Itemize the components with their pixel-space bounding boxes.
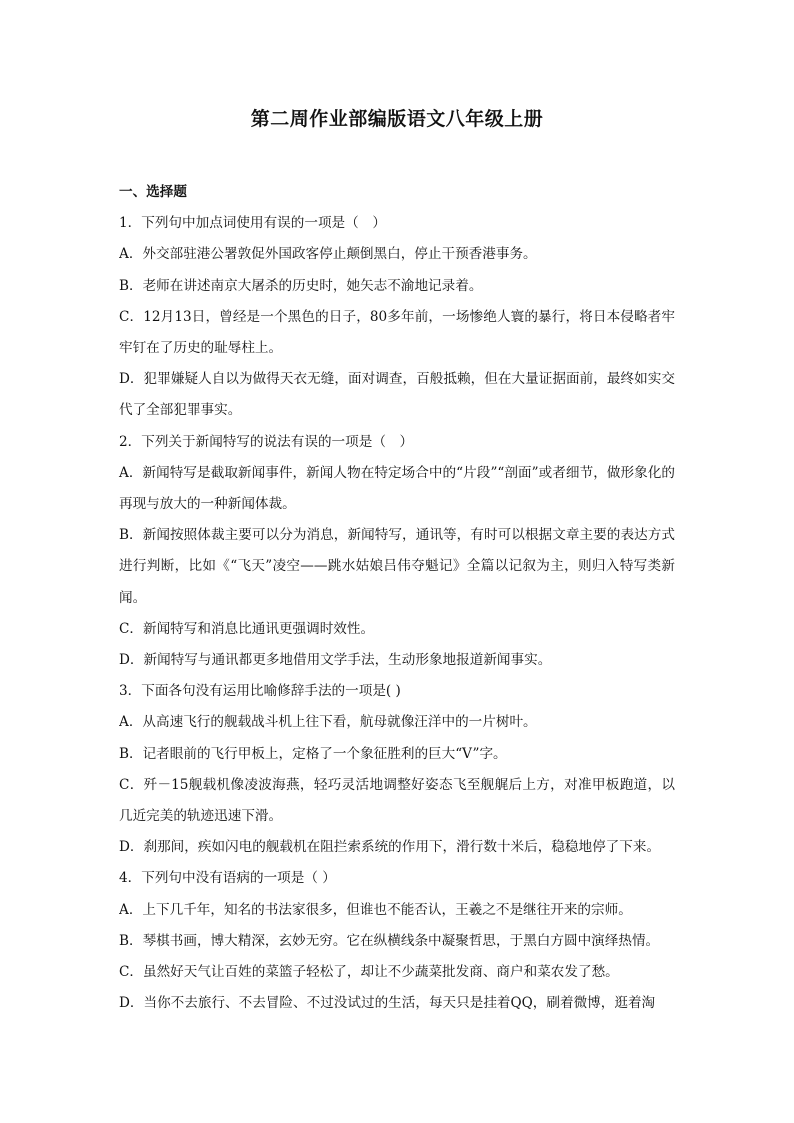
question-1-option-b: B．老师在讲述南京大屠杀的历史时，她矢志不渝地记录着。: [119, 277, 483, 294]
question-3-option-a: A．从高速飞行的舰载战斗机上往下看，航母就像汪洋中的一片树叶。: [119, 714, 537, 731]
question-2-option-c: C．新闻特写和消息比通讯更强调时效性。: [119, 620, 375, 637]
question-2-option-b: B．新闻按照体裁主要可以分为消息，新闻特写，通讯等，有时可以根据文章主要的表达方式进行判断，比如《“飞天”凌空——跳水姑娘吕伟夺魁记》全篇以记叙为主，则归入特写类新闻。: [119, 527, 675, 606]
question-4-option-a: A．上下几千年，知名的书法家很多，但谁也不能否认，王羲之不是继往开来的宗师。: [119, 901, 632, 918]
question-2-stem: 2．下列关于新闻特写的说法有误的一项是（ ）: [119, 433, 414, 450]
section-heading: 一、选择题: [119, 184, 187, 200]
question-3-stem: 3．下面各句没有运用比喻修辞手法的一项是( ): [119, 683, 401, 700]
question-3-option-b: B．记者眼前的飞行甲板上，定格了一个象征胜利的巨大“V”字。: [119, 745, 507, 762]
question-1-stem: 1．下列句中加点词使用有误的一项是（ ）: [119, 215, 386, 232]
question-2-option-a: A．新闻特写是截取新闻事件，新闻人物在特定场合中的“片段”“剖面”或者细节，做形象化的再现与放大的一种新闻体裁。: [119, 464, 675, 513]
question-4-option-c: C．虽然好天气让百姓的菜篮子轻松了，却让不少蔬菜批发商、商户和菜农发了愁。: [119, 964, 619, 981]
question-4-stem: 4．下列句中没有语病的一项是（ ）: [119, 870, 336, 887]
question-2-option-d: D．新闻特写与通讯都更多地借用文学手法，生动形象地报道新闻事实。: [119, 652, 552, 669]
question-1-option-d: D．犯罪嫌疑人自以为做得天衣无缝，面对调查，百般抵赖，但在大量证据面前，最终如实交代了全部犯罪事实。: [119, 371, 675, 419]
document-body: [119, 177, 675, 1019]
question-4-option-d: D．当你不去旅行、不去冒险、不过没试过的生活，每天只是挂着QQ，刷着微博，逛着淘: [119, 995, 656, 1012]
question-4-option-b: B．琴棋书画，博大精深，玄妙无穷。它在纵横线条中凝聚哲思，于黑白方圆中演绎热情。: [119, 932, 660, 949]
question-1-option-c: C．12月13日，曾经是一个黑色的日子，80多年前，一场惨绝人寰的暴行，将日本侵略者牢牢钉在了历史的耻辱柱上。: [119, 308, 675, 357]
page-title: 第二周作业部编版语文八年级上册: [250, 108, 544, 130]
question-1-option-a: A．外交部驻港公署敦促外国政客停止颠倒黑白，停止干预香港事务。: [119, 246, 537, 263]
question-3-option-c: C．歼－15舰载机像凌波海燕，轻巧灵活地调整好姿态飞至舰艉后上方，对准甲板跑道，以几近完美的轨迹迅速下滑。: [119, 776, 675, 825]
question-3-option-d: D．刹那间，疾如闪电的舰载机在阻拦索系统的作用下，滑行数十米后，稳稳地停了下来。: [119, 839, 661, 856]
